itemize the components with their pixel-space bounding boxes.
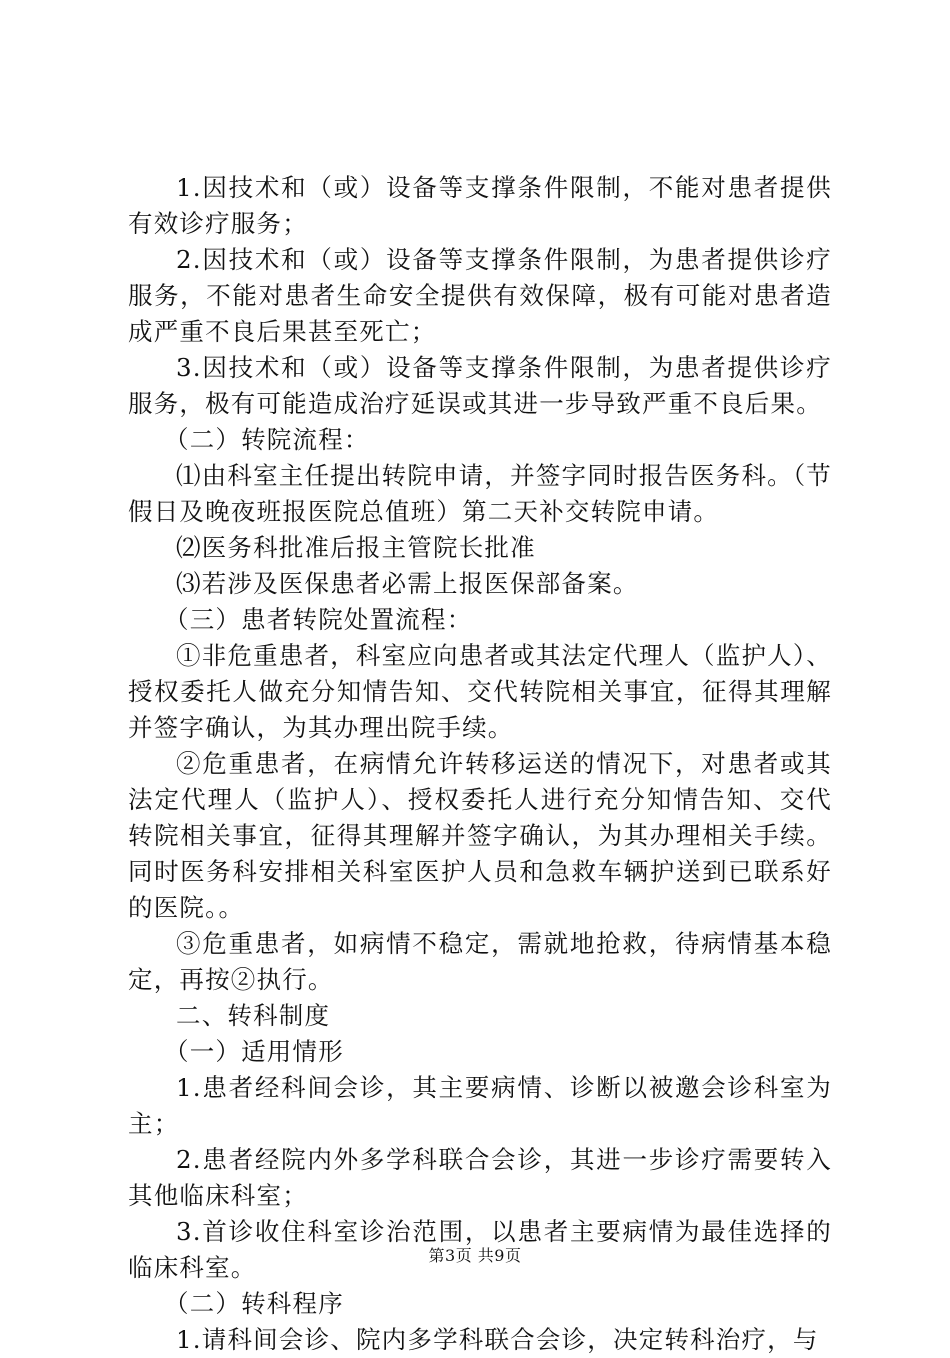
page-footer — [0, 1243, 950, 1266]
paragraph-14: 1.患者经科间会诊，其主要病情、诊断以被邀会诊科室为主； — [128, 1073, 832, 1138]
section-heading-applicable-cases: （一）适用情形 — [164, 1037, 344, 1066]
page-number-label: 第3页 共9页 — [428, 1246, 522, 1265]
chapter-heading-department-transfer: 二、转科制度 — [176, 1001, 331, 1030]
paragraph-3: 3.因技术和（或）设备等支撑条件限制，为患者提供诊疗服务，极有可能造成治疗延误或其进一步导致严重不良后果。 — [128, 353, 832, 418]
paragraph-16: 3.首诊收住科室诊治范围，以患者主要病情为最佳选择的临床科室。 — [128, 1217, 832, 1282]
paragraph-10: ②危重患者，在病情允许转移运送的情况下，对患者或其法定代理人（监护人）、授权委托人进行充分知情告知、交代转院相关事宜，征得其理解并签字确认，为其办理相关手续。同时医务科安排相关科室医护人员和急救车辆护送到已联系好的医院。。 — [128, 749, 832, 922]
paragraph-18: 1.请科间会诊、院内多学科联合会诊，决定转科治疗，与 — [176, 1325, 819, 1354]
section-heading-patient-transfer-handling: （三）患者转院处置流程： — [164, 605, 473, 634]
section-heading-transfer-process: （二）转院流程： — [164, 425, 370, 454]
paragraph-5: ⑴由科室主任提出转院申请，并签字同时报告医务科。（节假日及晚夜班报医院总值班）第二天补交转院申请。 — [128, 461, 832, 526]
document-body — [128, 170, 832, 1358]
paragraph-9: ①非危重患者，科室应向患者或其法定代理人（监护人）、授权委托人做充分知情告知、交代转院相关事宜，征得其理解并签字确认，为其办理出院手续。 — [128, 641, 832, 742]
paragraph-7: ⑶若涉及医保患者必需上报医保部备案。 — [176, 569, 639, 598]
paragraph-15: 2.患者经院内外多学科联合会诊，其进一步诊疗需要转入其他临床科室； — [128, 1145, 832, 1210]
section-heading-transfer-procedure: （二）转科程序 — [164, 1289, 344, 1318]
paragraph-2: 2.因技术和（或）设备等支撑条件限制，为患者提供诊疗服务，不能对患者生命安全提供有效保障，极有可能对患者造成严重不良后果甚至死亡； — [128, 245, 832, 346]
paragraph-6: ⑵医务科批准后报主管院长批准 — [176, 533, 536, 562]
paragraph-1: 1.因技术和（或）设备等支撑条件限制，不能对患者提供有效诊疗服务； — [128, 173, 832, 238]
paragraph-11: ③危重患者，如病情不稳定，需就地抢救，待病情基本稳定，再按②执行。 — [128, 929, 832, 994]
